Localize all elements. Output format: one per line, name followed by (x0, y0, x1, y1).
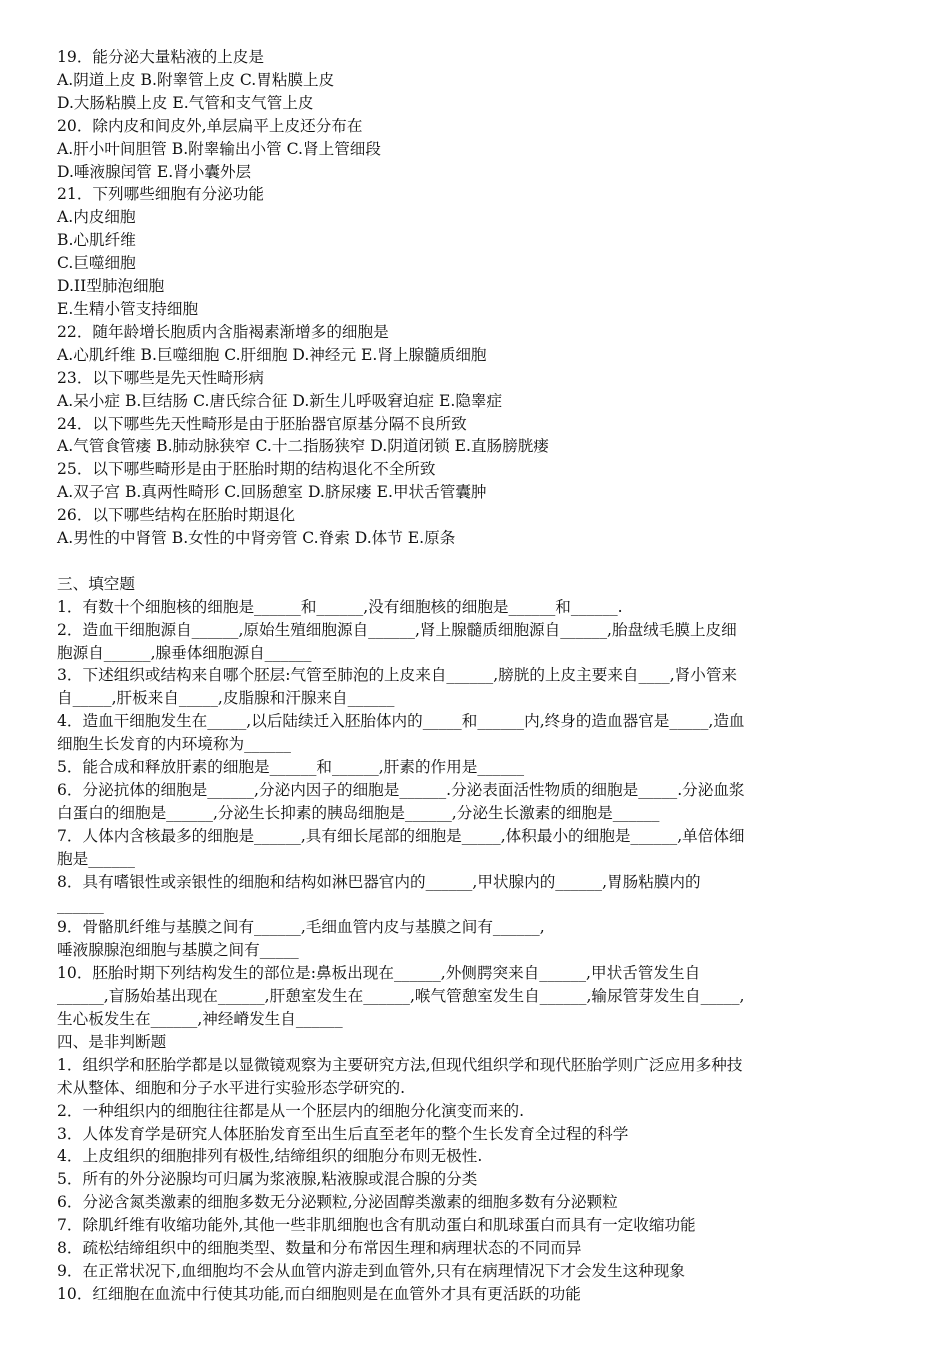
answer-options-line: D.唾液腺闰管 E.肾小囊外层 (57, 162, 252, 181)
judgement-line: 8．疏松结缔组织中的细胞类型、数量和分布常因生理和病理状态的不同而异 (57, 1239, 582, 1258)
judgement-line: 4．上皮组织的细胞排列有极性,结缔组织的细胞分布则无极性. (57, 1147, 483, 1166)
answer-options-line: A.呆小症 B.巨结肠 C.唐氏综合征 D.新生儿呼吸窘迫症 E.隐睾症 (57, 391, 503, 410)
question-stem: 26．以下哪些结构在胚胎时期退化 (57, 506, 296, 525)
fill-in-section-heading: 三、填空题 (57, 574, 135, 593)
section-gap (57, 550, 897, 573)
judgement-line: 9．在正常状况下,血细胞均不会从血管内游走到血管外,只有在病理情况下才会发生这种现象 (57, 1262, 685, 1281)
question-item (57, 115, 897, 184)
fill-in-line: 10．胚胎时期下列结构发生的部位是:鼻板出现在______,外侧腭突来自______,甲状舌管发生自 (57, 964, 701, 983)
fill-in-section (57, 596, 897, 1031)
fill-in-item (57, 962, 897, 1031)
true-false-section-heading: 四、是非判断题 (57, 1032, 167, 1051)
multiple-choice-section (57, 46, 897, 550)
question-item (57, 413, 897, 459)
fill-in-line: 8．具有嗜银性或亲银性的细胞和结构如淋巴器官内的______,甲状腺内的______,胃肠粘膜内的 (57, 872, 701, 891)
answer-options-line: B.心肌纤维 (57, 231, 136, 250)
judgement-item (57, 1191, 897, 1214)
judgement-item (57, 1100, 897, 1123)
fill-in-line: 自_____,肝板来自_____,皮脂腺和汗腺来自______ (57, 689, 395, 708)
fill-in-line: 胞源自______,腺垂体细胞源自______ (57, 643, 312, 662)
question-stem: 21．下列哪些细胞有分泌功能 (57, 185, 264, 204)
judgement-item (57, 1214, 897, 1237)
fill-in-line: 唾液腺腺泡细胞与基膜之间有_____ (57, 941, 299, 960)
question-item (57, 321, 897, 367)
question-item (57, 367, 897, 413)
fill-in-item (57, 825, 897, 871)
judgement-item (57, 1123, 897, 1146)
fill-in-line: 6．分泌抗体的细胞是______,分泌内因子的细胞是______.分泌表面活性物质的细胞是_____.分泌血浆 (57, 780, 745, 799)
fill-in-line: 生心板发生在______,神经嵴发生自______ (57, 1010, 343, 1029)
fill-in-item (57, 779, 897, 825)
judgement-item (57, 1145, 897, 1168)
question-stem: 24．以下哪些先天性畸形是由于胚胎器官原基分隔不良所致 (57, 414, 467, 433)
answer-options-line: D.II型肺泡细胞 (57, 277, 165, 296)
question-stem: 19．能分泌大量粘液的上皮是 (57, 48, 264, 66)
answer-options-line: D.大肠粘膜上皮 E.气管和支气管上皮 (57, 93, 314, 112)
question-item (57, 46, 897, 115)
question-stem: 20．除内皮和间皮外,单层扁平上皮还分布在 (57, 116, 363, 135)
true-false-section (57, 1054, 897, 1306)
answer-options-line: A.阴道上皮 B.附睾管上皮 C.胃粘膜上皮 (57, 70, 335, 89)
question-item (57, 183, 897, 320)
fill-in-line: 细胞生长发育的内环境称为______ (57, 735, 291, 754)
fill-in-item (57, 596, 897, 619)
judgement-line: 6．分泌含氮类激素的细胞多数无分泌颗粒,分泌固醇类激素的细胞多数有分泌颗粒 (57, 1193, 618, 1212)
judgement-item (57, 1168, 897, 1191)
fill-in-item (57, 664, 897, 710)
answer-options-line: A.心肌纤维 B.巨噬细胞 C.肝细胞 D.神经元 E.肾上腺髓质细胞 (57, 345, 487, 364)
fill-in-line: 1．有数十个细胞核的细胞是______和______,没有细胞核的细胞是______和______. (57, 597, 623, 616)
judgement-item (57, 1283, 897, 1306)
fill-in-item (57, 710, 897, 756)
fill-in-line: 3．下述组织或结构来自哪个胚层:气管至肺泡的上皮来自______,膀胱的上皮主要来自____,肾小管来 (57, 666, 738, 685)
fill-in-line: 4．造血干细胞发生在_____,以后陆续迁入胚胎体内的_____和______内,终身的造血器官是_____,造血 (57, 712, 745, 731)
judgement-item (57, 1054, 897, 1100)
answer-options-line: A.男性的中肾管 B.女性的中肾旁管 C.脊索 D.体节 E.原条 (57, 529, 456, 548)
judgement-line: 1．组织学和胚胎学都是以显微镜观察为主要研究方法,但现代组织学和现代胚胎学则广泛应用多种技 (57, 1055, 743, 1074)
exam-page (57, 46, 897, 1306)
fill-in-item (57, 756, 897, 779)
fill-in-line: 白蛋白的细胞是______,分泌生长抑素的胰岛细胞是______,分泌生长激素的细胞是______ (57, 803, 660, 822)
question-stem: 23．以下哪些是先天性畸形病 (57, 368, 264, 387)
fill-in-item (57, 871, 897, 917)
judgement-line: 10．红细胞在血流中行使其功能,而白细胞则是在血管外才具有更活跃的功能 (57, 1284, 581, 1303)
fill-in-item (57, 619, 897, 665)
fill-in-line: ______,盲肠始基出现在______,肝憩室发生在______,喉气管憩室发生自______,输尿管芽发生自_____, (57, 987, 745, 1006)
judgement-line: 5．所有的外分泌腺均可归属为浆液腺,粘液腺或混合腺的分类 (57, 1170, 478, 1189)
judgement-item (57, 1260, 897, 1283)
answer-options-line: A.内皮细胞 (57, 208, 136, 227)
question-item (57, 504, 897, 550)
answer-options-line: E.生精小管支持细胞 (57, 299, 199, 318)
fill-in-line: 2．造血干细胞源自______,原始生殖细胞源自______,肾上腺髓质细胞源自______,胎盘绒毛膜上皮细 (57, 620, 737, 639)
judgement-line: 7．除肌纤维有收缩功能外,其他一些非肌细胞也含有肌动蛋白和肌球蛋白而具有一定收缩功能 (57, 1216, 696, 1235)
fill-in-line: 5．能合成和释放肝素的细胞是______和______,肝素的作用是______ (57, 758, 525, 777)
answer-options-line: A.双子宫 B.真两性畸形 C.回肠憩室 D.脐尿瘘 E.甲状舌管囊肿 (57, 483, 487, 502)
answer-options-line: A.肝小叶间胆管 B.附睾输出小管 C.肾上管细段 (57, 139, 381, 158)
fill-in-line: 7．人体内含核最多的细胞是______,具有细长尾部的细胞是_____,体积最小的细胞是______,单倍体细 (57, 826, 745, 845)
judgement-line: 2．一种组织内的细胞往往都是从一个胚层内的细胞分化演变而来的. (57, 1101, 525, 1120)
fill-in-line: 胞是______ (57, 849, 135, 868)
fill-in-item (57, 916, 897, 962)
judgement-line: 术从整体、细胞和分子水平进行实验形态学研究的. (57, 1078, 406, 1097)
answer-options-line: C.巨噬细胞 (57, 254, 136, 273)
fill-in-line: 9．骨骼肌纤维与基膜之间有______,毛细血管内皮与基膜之间有______, (57, 918, 545, 937)
answer-options-line: A.气管食管瘘 B.肺动脉狭窄 C.十二指肠狭窄 D.阴道闭锁 E.直肠膀胱瘘 (57, 437, 549, 456)
judgement-line: 3．人体发育学是研究人体胚胎发育至出生后直至老年的整个生长发育全过程的科学 (57, 1124, 629, 1143)
fill-in-line: ______ (57, 895, 104, 914)
question-item (57, 458, 897, 504)
judgement-item (57, 1237, 897, 1260)
question-stem: 22．随年龄增长胞质内含脂褐素渐增多的细胞是 (57, 322, 389, 341)
question-stem: 25．以下哪些畸形是由于胚胎时期的结构退化不全所致 (57, 460, 436, 479)
